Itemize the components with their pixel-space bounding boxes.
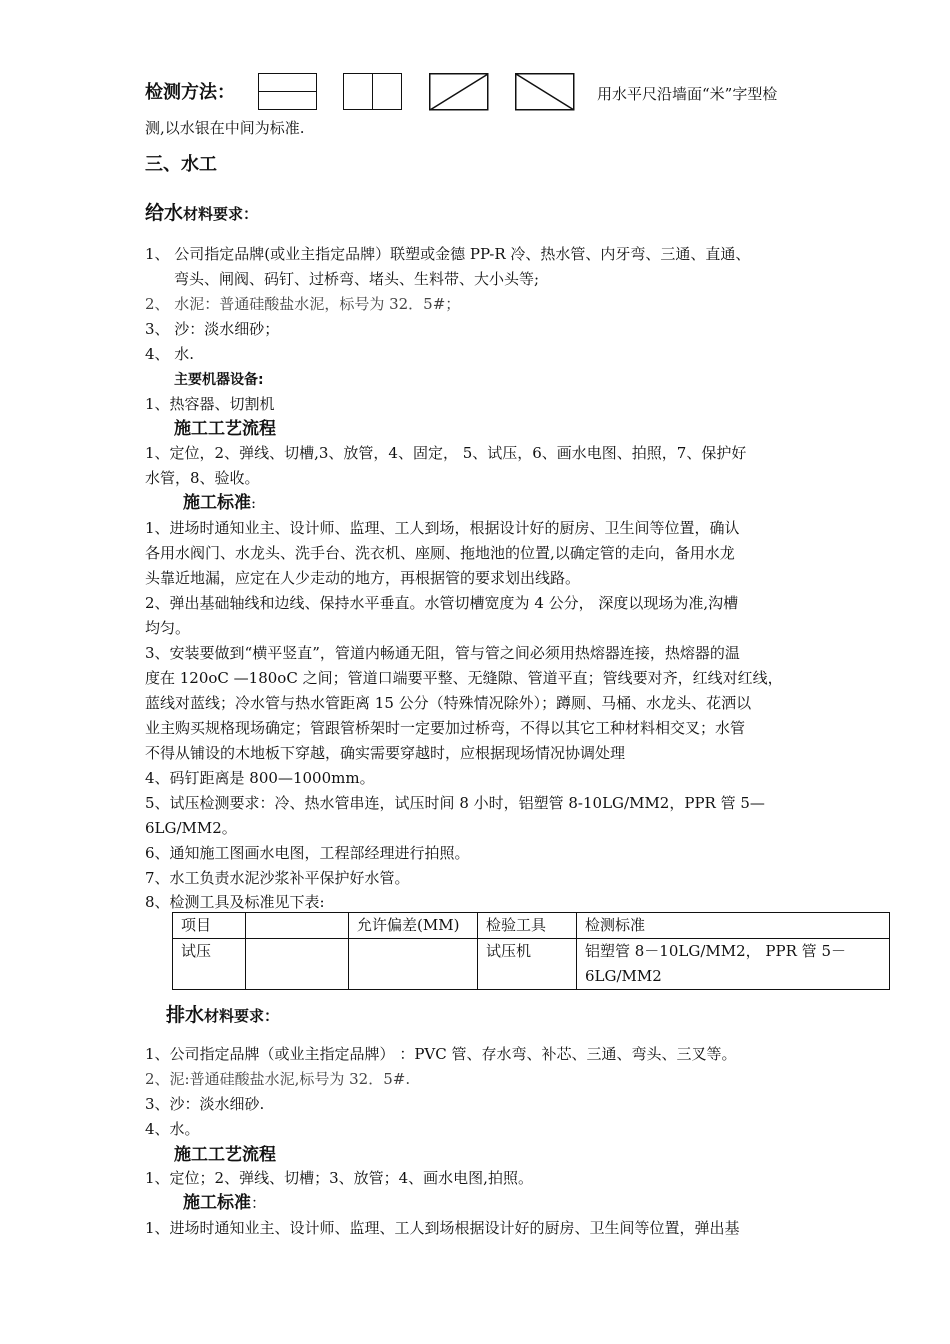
supply-standard-line: 业主购买规格现场确定；管跟管桥架时一定要加过桥弯，不得以其它工种材料相交叉；水管: [145, 719, 746, 737]
supply-standard-line: 不得从铺设的木地板下穿越，确实需要穿越时，应根据现场情况协调处理: [145, 744, 626, 762]
supply-standard-title-colon: :: [251, 494, 257, 512]
vertical-line-diagram: [343, 73, 402, 110]
detection-method-label: 检测方法：: [145, 82, 235, 103]
drain-material-4: 4、水。: [145, 1120, 200, 1138]
inspection-table: [172, 912, 890, 990]
detection-method-desc-1: 用水平尺沿墙面“米”字型检: [597, 85, 778, 103]
table-header-cell: 检测标准: [577, 913, 890, 939]
drain-heading-small: 材料要求：: [204, 1007, 280, 1025]
drain-process: 1、定位；2、弹线、切槽；3、放管；4、画水电图,拍照。: [145, 1169, 533, 1187]
table-header-row: [173, 913, 890, 939]
supply-material-2: 2、 水泥：普通硅酸盐水泥，标号为 32．5#；: [145, 295, 461, 313]
supply-heading: [145, 198, 258, 225]
supply-heading-big: 给水: [145, 202, 184, 224]
table-header-cell: [246, 913, 349, 939]
drain-material-2: 2、泥:普通硅酸盐水泥,标号为 32．5#.: [145, 1070, 411, 1088]
supply-process-2: 水管，8、验收。: [145, 469, 260, 487]
table-header-cell: 检验工具: [478, 913, 577, 939]
drain-standard-title-text: 施工标准: [183, 1193, 251, 1213]
table-cell: [246, 939, 349, 990]
supply-standard-line: 4、码钉距离是 800—1000mm。: [145, 769, 375, 787]
supply-material-3: 3、 沙：淡水细砂；: [145, 320, 280, 338]
equipment-list: 1、热容器、切割机: [145, 395, 275, 413]
table-cell: 试压机: [478, 939, 577, 990]
table-header-cell: 项目: [173, 913, 246, 939]
drain-standard-line: 1、进场时通知业主、设计师、监理、工人到场根据设计好的厨房、卫生间等位置，弹出基: [145, 1219, 740, 1237]
supply-standard-line: 3、安装要做到“横平竖直”，管道内畅通无阻，管与管之间必须用热熔器连接，热熔器的温: [145, 644, 740, 662]
supply-standard-line: 1、进场时通知业主、设计师、监理、工人到场，根据设计好的厨房、卫生间等位置，确认: [145, 519, 740, 537]
drain-heading-big: 排水: [166, 1004, 205, 1026]
detection-method-desc-2: 测,以水银在中间为标准.: [145, 119, 305, 137]
supply-standard-line: 6LG/MM2。: [145, 819, 237, 837]
supply-standard-line: 度在 120oC —180oC 之间；管道口端要平整、无缝隙、管道平直；管线要对齐，红线对红线，: [145, 669, 783, 687]
drain-material-3: 3、沙：淡水细砂.: [145, 1095, 265, 1113]
supply-standard-line: 6、通知施工图画水电图，工程部经理进行拍照。: [145, 844, 470, 862]
drain-process-title: 施工工艺流程: [174, 1145, 276, 1165]
supply-material-4: 4、 水.: [145, 345, 195, 363]
supply-standard-line: 7、水工负责水泥沙浆补平保护好水管。: [145, 869, 410, 887]
section-title: 三、水工: [145, 154, 217, 175]
supply-standard-line: 2、弹出基础轴线和边线、保持水平垂直。水管切槽宽度为 4 公分， 深度以现场为准,沟槽: [145, 594, 739, 612]
table-row: [173, 939, 890, 990]
supply-material-1-cont: 弯头、闸阀、码钉、过桥弯、堵头、生料带、大小头等;: [174, 270, 540, 288]
table-cell: [349, 939, 478, 990]
supply-material-1: 1、 公司指定品牌(或业主指定品牌）联塑或金德 PP-R 冷、热水管、内牙弯、三通、直通、: [145, 245, 751, 263]
equipment-title: 主要机器设备:: [174, 372, 264, 388]
supply-standard-line: 5、试压检测要求：冷、热水管串连，试压时间 8 小时，铝塑管 8-10LG/MM2，PPR 管 5—: [145, 794, 765, 812]
diagonal-down-diagram: [515, 73, 575, 111]
drain-heading: [166, 1000, 279, 1027]
table-cell-line: 6LG/MM2: [585, 967, 662, 985]
table-header-cell: 允许偏差(MM): [349, 913, 478, 939]
supply-standard-line: 头靠近地漏，应定在人少走动的地方，再根据管的要求划出线路。: [145, 569, 581, 587]
supply-heading-small: 材料要求：: [183, 205, 259, 223]
diagonal-up-diagram: [429, 73, 489, 111]
supply-standard-title: [183, 488, 256, 516]
supply-standard-title-text: 施工标准: [183, 493, 251, 513]
supply-standard-line: 各用水阀门、水龙头、洗手台、洗衣机、座厕、拖地池的位置,以确定管的走向，备用水龙: [145, 544, 735, 562]
supply-process-1: 1、定位，2、弹线、切槽,3、放管，4、固定， 5、试压，6、画水电图、拍照，7、保护好: [145, 444, 747, 462]
table-cell: [577, 939, 890, 990]
supply-standard-line: 均匀。: [145, 619, 191, 637]
drain-standard-title: [183, 1188, 266, 1216]
supply-process-title: 施工工艺流程: [174, 419, 276, 439]
drain-material-1: 1、公司指定品牌（或业主指定品牌） ：PVC 管、存水弯、补芯、三通、弯头、三叉等。: [145, 1045, 737, 1063]
horizontal-line-diagram: [258, 73, 317, 110]
supply-standard-line: 8、检测工具及标准见下表:: [145, 893, 325, 911]
drain-standard-title-colon: ：: [251, 1194, 267, 1212]
table-cell: 试压: [173, 939, 246, 990]
supply-standard-line: 蓝线对蓝线；冷水管与热水管距离 15 公分（特殊情况除外）；蹲厕、马桶、水龙头、花洒以: [145, 694, 752, 712]
table-cell-line: 铝塑管 8－10LG/MM2， PPR 管 5－: [585, 942, 846, 960]
